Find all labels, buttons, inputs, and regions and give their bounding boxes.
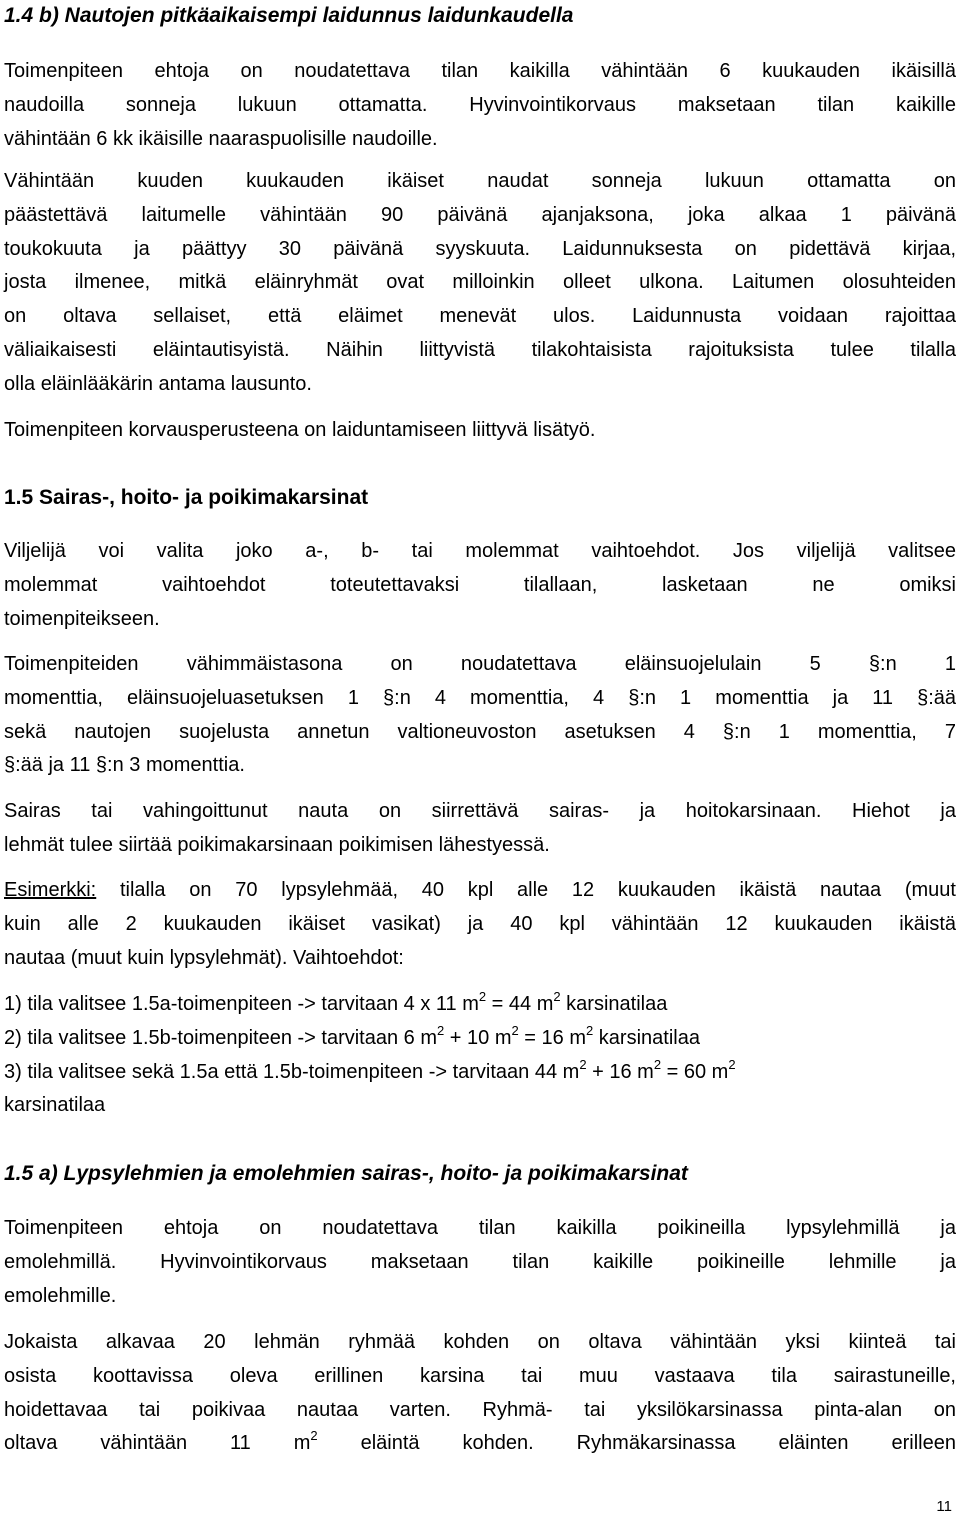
text-line: molemmat vaihtoehdot toteutettavaksi tilallaan, lasketaan ne omiksi (4, 573, 956, 596)
text-line: väliaikaisesti eläintautisyistä. Näihin liittyvistä tilakohtaisista rajoituksista tulee tilalla (4, 338, 956, 361)
text-line: sekä nautojen suojelusta annetun valtioneuvoston asetuksen 4 §:n 1 momenttia, 7 (4, 720, 956, 743)
text-line: osista koottavissa oleva erillinen karsina tai muu vastaava tila sairastuneille, (4, 1364, 956, 1387)
text-line: Toimenpiteen ehtoja on noudatettava tilan kaikilla poikineilla lypsylehmillä ja (4, 1217, 956, 1239)
text-line: naudoilla sonneja lukuun ottamatta. Hyvinvointikorvaus maksetaan tilan kaikille (4, 93, 956, 116)
text-line: momenttia, eläinsuojeluasetuksen 1 §:n 4 momenttia, 4 §:n 1 momenttia ja 11 §:ää (4, 686, 956, 709)
text-line: Sairas tai vahingoittunut nauta on siirrettävä sairas- ja hoitokarsinaan. Hiehot ja (4, 800, 956, 822)
paragraph-conditions (4, 55, 956, 156)
section-heading-1-5-a: 1.5 a) Lypsylehmien ja emolehmien sairas-, hoito- ja poikimakarsinat (4, 1162, 688, 1185)
text-line: toimenpiteikseen. (4, 607, 160, 630)
text-line: emolehmille. (4, 1284, 117, 1307)
text-line: lehmät tulee siirtää poikimakarsinaan poikimisen lähestyessä. (4, 833, 550, 856)
text-line: toukokuuta ja päättyy 30 päivänä syyskuuta. Laidunnuksesta on pidettävä kirjaa, (4, 237, 956, 260)
paragraph-pasture-requirements (4, 165, 956, 402)
text-line: kuin alle 2 kuukauden ikäiset vasikat) ja 40 kpl vähintään 12 kuukauden ikäistä (4, 912, 956, 935)
text-line: oltava vähintään 11 $m^2$ eläintä kohden. Ryhmäkarsinassa eläinten erilleen (4, 1428, 956, 1455)
text-line: Toimenpiteiden vähimmäistasona on noudatettava eläinsuojelulain 5 §:n 1 (4, 653, 956, 675)
paragraph-example (4, 874, 956, 975)
text-line: nautaa (muut kuin lypsylehmät). Vaihtoehdot: (4, 946, 404, 969)
section-heading-1-5: 1.5 Sairas-, hoito- ja poikimakarsinat (4, 486, 369, 509)
text-line (4, 874, 956, 908)
text-line: Jokaista alkavaa 20 lehmän ryhmää kohden on oltava vähintään yksi kiinteä tai (4, 1331, 956, 1353)
option-3: 3) tila valitsee sekä 1.5a että 1.5b-toimenpiteen -> tarvitaan 44 $m^2 + 16$ $m^2 = 60$ $m^2$ (4, 1056, 736, 1083)
example-label: Esimerkki: (4, 879, 97, 901)
paragraph-pen-requirements (4, 1326, 956, 1461)
options-list (4, 988, 956, 1123)
paragraph-minimum-level (4, 648, 956, 783)
text-line: Viljelijä voi valita joko a-, b- tai molemmat vaihtoehdot. Jos viljelijä valitsee (4, 540, 956, 562)
text-line: hoidettavaa tai poikivaa nautaa varten. Ryhmä- tai yksilökarsinassa pinta-alan on (4, 1398, 956, 1421)
text-line: josta ilmenee, mitkä eläinryhmät ovat milloinkin olleet ulkona. Laitumen olosuhteiden (4, 271, 956, 294)
text-line: §:ää ja 11 §:n 3 momenttia. (4, 754, 245, 777)
option-3-continued: karsinatilaa (4, 1094, 106, 1117)
text-line: Vähintään kuuden kuukauden ikäiset naudat sonneja lukuun ottamatta on (4, 170, 956, 192)
paragraph-sick-animals (4, 795, 956, 863)
example-text: tilalla on 70 lypsylehmää, 40 kpl alle 12 kuukauden ikäistä nautaa (muut (96, 879, 956, 901)
paragraph-options-choice (4, 535, 956, 636)
paragraph-compensation-basis (4, 414, 956, 448)
section-heading-1-4-b: 1.4 b) Nautojen pitkäaikaisempi laidunnus laidunkaudella (4, 4, 574, 27)
text-line: vähintään 6 kk ikäisille naaraspuolisille naudoille. (4, 127, 438, 150)
text-line: emolehmillä. Hyvinvointikorvaus maksetaan tilan kaikille poikineille lehmille ja (4, 1250, 956, 1273)
text-line: on oltava sellaiset, että eläimet menevät ulos. Laidunnusta voidaan rajoittaa (4, 305, 956, 328)
page-number: 11 (936, 1498, 952, 1515)
text-line: Toimenpiteen ehtoja on noudatettava tilan kaikilla vähintään 6 kuukauden ikäisillä (4, 60, 956, 82)
option-1: 1) tila valitsee 1.5a-toimenpiteen -> tarvitaan 4 x 11 $m^2 = 44$ $m^2$ karsinatilaa (4, 989, 668, 1015)
text-line: päästettävä laitumelle vähintään 90 päivänä ajanjaksona, joka alkaa 1 päivänä (4, 203, 956, 226)
text-line: olla eläinlääkärin antama lausunto. (4, 372, 312, 395)
option-2: 2) tila valitsee 1.5b-toimenpiteen -> tarvitaan 6 $m^2 + 10$ $m^2 = 16$ $m^2$ karsinatilaa (4, 1022, 700, 1049)
paragraph-1-5-a-conditions (4, 1212, 956, 1313)
text-line: Toimenpiteen korvausperusteena on laiduntamiseen liittyvä lisätyö. (4, 419, 596, 441)
